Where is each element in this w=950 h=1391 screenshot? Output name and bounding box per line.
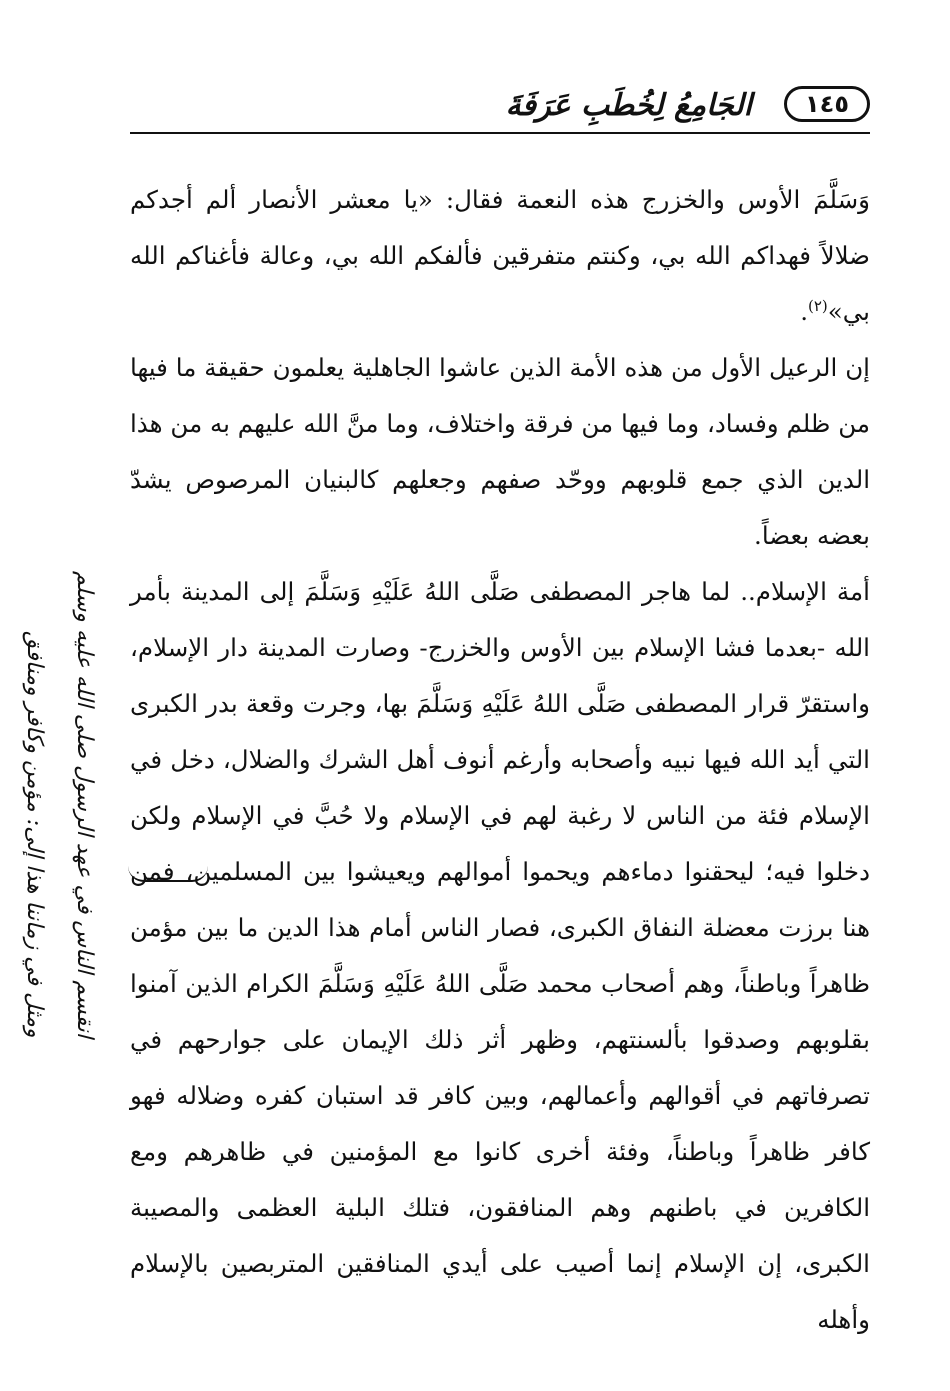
- page-number-badge: [784, 86, 870, 122]
- paragraph-1: وَسَلَّمَ الأوس والخزرج هذه النعمة فقال: «يا معشر الأنصار ألم أجدكم ضلالاً فهداكم الله بي، وكنتم متفرقين فألفكم الله بي، وعالة فأغناكم الله بي»$^{(٢)}$.: [130, 185, 870, 326]
- handwritten-margin-note: [14, 538, 104, 1038]
- page-number: ١٤٥: [805, 90, 849, 118]
- margin-bracket-mark: [128, 866, 208, 882]
- book-title: الجَامِعُ لِخُطَبِ عَرَفَةَ: [505, 88, 752, 123]
- paragraph-2: إن الرعيل الأول من هذه الأمة الذين عاشوا الجاهلية يعلمون حقيقة ما فيها من ظلم وفساد، وما فيها من فرقة واختلاف، وما منَّ الله عليهم به من هذا الدين الذي جمع قلوبهم ووحّد صفهم وجعلهم كالبنيان المرصوص يشدّ بعضه بعضاً.: [130, 353, 870, 550]
- margin-note-line-1: انقسم الناس في عهد الرسول صلى الله عليه وسلم: [72, 570, 97, 1038]
- main-text: [130, 172, 870, 1348]
- header-divider: [130, 132, 870, 134]
- paragraph-3: أمة الإسلام.. لما هاجر المصطفى صَلَّى اللهُ عَلَيْهِ وَسَلَّمَ إلى المدينة بأمر الله -بعدما فشا الإسلام بين الأوس والخزرج- وصارت المدينة دار الإسلام، واستقرّ قرار المصطفى صَلَّى اللهُ عَلَيْهِ وَسَلَّمَ بها، وجرت وقعة بدر الكبرى التي أيد الله فيها نبيه وأصحابه وأرغم أنوف أهل الشرك والضلال، دخل في الإسلام فئة من الناس لا رغبة لهم في الإسلام ولا حُبَّ في الإسلام ولكن دخلوا فيه؛ ليحقنوا دماءهم ويحموا أموالهم ويعيشوا بين المسلمين، فمن هنا برزت معضلة النفاق الكبرى، فصار الناس أمام هذا الدين ما بين مؤمن ظاهراً وباطناً، وهم أصحاب محمد صَلَّى اللهُ عَلَيْهِ وَسَلَّمَ الكرام الذين آمنوا بقلوبهم وصدقوا بألسنتهم، وظهر أثر ذلك الإيمان على جوارحهم في تصرفاتهم في أقوالهم وأعمالهم، وبين كافر قد استبان كفره وضلاله فهو كافر ظاهراً وباطناً، وفئة أخرى كانوا مع المؤمنين في ظاهرهم ومع الكافرين في باطنهم وهم المنافقون، فتلك البلية العظمى والمصيبة الكبرى، إن الإسلام إنما أصيب على أيدي المنافقين المتربصين بالإسلام وأهله: [130, 577, 870, 1334]
- footnote-reference: (٢): [807, 296, 828, 315]
- page-header: [130, 82, 870, 138]
- margin-note-line-2: ومثل في زماننا هذا إلى: مؤمن وكافر ومنافق: [22, 631, 47, 1038]
- paragraph-1-text: وَسَلَّمَ الأوس والخزرج هذه النعمة فقال: «يا معشر الأنصار ألم أجدكم ضلالاً فهداكم الله بي، وكنتم متفرقين فألفكم الله بي، وعالة فأغناكم الله بي»: [130, 185, 870, 326]
